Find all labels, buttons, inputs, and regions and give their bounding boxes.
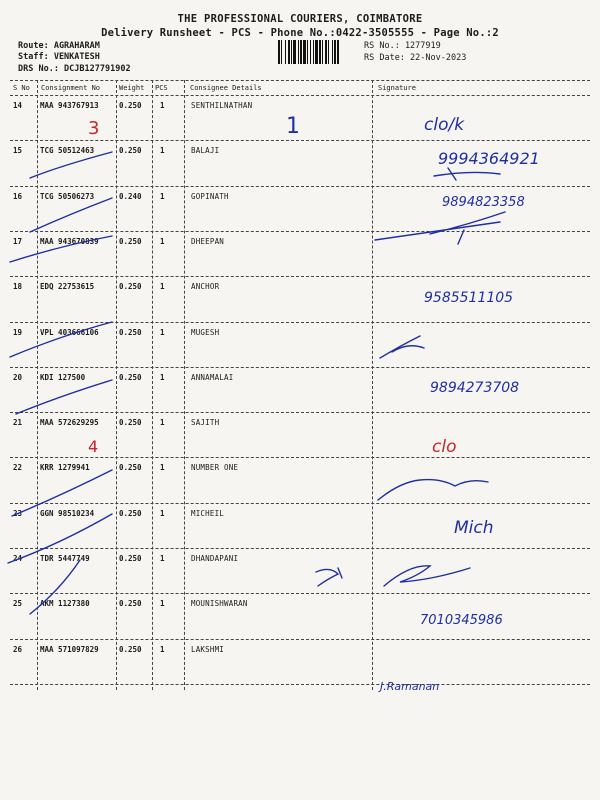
col-pcs: PCS bbox=[155, 84, 168, 92]
row-pcs: 1 bbox=[160, 146, 165, 156]
r18-phone: 9585511105 bbox=[424, 290, 514, 306]
row-consignee: ANNAMALAI bbox=[191, 372, 234, 382]
r14-signature: clo/k bbox=[424, 115, 465, 135]
col-sno: S No bbox=[13, 84, 30, 92]
row-consignment: GGN 98510234 bbox=[40, 508, 95, 518]
row-weight: 0.250 bbox=[119, 599, 142, 609]
signature-scribble bbox=[380, 336, 424, 358]
row-pcs: 1 bbox=[160, 236, 165, 246]
rs-number: RS No.: 1277919 bbox=[364, 41, 441, 51]
signature-scribble bbox=[434, 168, 500, 180]
row-consignment: TCG 50512463 bbox=[40, 146, 95, 156]
col-consignee: Consignee Details bbox=[190, 84, 262, 92]
checkmark bbox=[12, 470, 112, 516]
rs-date: RS Date: 22-Nov-2023 bbox=[364, 53, 467, 63]
runsheet-title: Delivery Runsheet - PCS - Phone No.:0422-3505555 - Page No.:2 bbox=[101, 27, 499, 39]
row-sno: 24 bbox=[13, 554, 23, 563]
row-pcs: 1 bbox=[160, 599, 165, 609]
r21-signature: clo bbox=[432, 437, 457, 457]
checkmark bbox=[30, 198, 112, 232]
row-weight: 0.250 bbox=[119, 372, 142, 382]
row-weight: 0.250 bbox=[119, 146, 142, 156]
row-consignee: SAJITH bbox=[191, 418, 220, 428]
row-weight: 0.250 bbox=[119, 644, 142, 654]
row-consignment: MAA 572629295 bbox=[40, 418, 99, 428]
r15-phone: 9994364921 bbox=[438, 149, 540, 168]
r16-phone: 9894823358 bbox=[442, 195, 525, 210]
row-sno: 26 bbox=[13, 644, 23, 654]
row-sno: 23 bbox=[13, 508, 23, 518]
checkmark bbox=[10, 236, 112, 262]
signature-scribble bbox=[316, 568, 342, 586]
row-consignee: LAKSHMI bbox=[191, 644, 225, 654]
row-consignee: GOPINATH bbox=[191, 191, 229, 201]
route-label: Route: AGRAHARAM bbox=[18, 41, 100, 51]
row-pcs: 1 bbox=[160, 191, 165, 201]
row-sno: 22 bbox=[13, 463, 23, 473]
checkmark bbox=[10, 322, 112, 357]
row-consignment: KDI 127500 bbox=[40, 372, 86, 382]
row-pcs: 1 bbox=[160, 372, 165, 382]
col-signature: Signature bbox=[378, 84, 416, 92]
row-sno: 21 bbox=[13, 418, 23, 428]
row-weight: 0.250 bbox=[119, 327, 142, 337]
company-title: THE PROFESSIONAL COURIERS, COIMBATORE bbox=[177, 13, 423, 25]
row-weight: 0.250 bbox=[119, 418, 142, 428]
row-consignment: MAA 943670839 bbox=[40, 236, 99, 246]
row-pcs: 1 bbox=[160, 463, 165, 473]
row-weight: 0.250 bbox=[119, 508, 142, 518]
row-consignment: MAA 943767913 bbox=[40, 101, 99, 110]
row-weight: 0.250 bbox=[119, 236, 142, 246]
row-sno: 16 bbox=[13, 191, 23, 201]
row-sno: 15 bbox=[13, 146, 23, 156]
row-consignment: KRR 1279941 bbox=[40, 463, 90, 473]
row-consignee: DHEEPAN bbox=[191, 236, 225, 246]
row-consignment: MAA 571097829 bbox=[40, 644, 99, 654]
row-consignee: ANCHOR bbox=[191, 282, 220, 292]
row-sno: 19 bbox=[13, 327, 23, 337]
row-weight: 0.250 bbox=[119, 554, 142, 563]
r20-phone: 9894273708 bbox=[430, 380, 520, 396]
signature-scribble bbox=[384, 566, 470, 586]
row-sno: 18 bbox=[13, 282, 23, 292]
row-consignee: NUMBER ONE bbox=[191, 463, 239, 473]
row-sno: 25 bbox=[13, 599, 23, 609]
checkmark bbox=[30, 152, 112, 178]
r21-red-mark: 4 bbox=[88, 437, 99, 456]
row-pcs: 1 bbox=[160, 554, 165, 563]
row-pcs: 1 bbox=[160, 418, 165, 428]
r23-signature: Mich bbox=[454, 518, 494, 538]
r14-red-mark: 3 bbox=[88, 118, 100, 139]
row-sno: 14 bbox=[13, 101, 23, 110]
row-consignee: BALAJI bbox=[191, 146, 220, 156]
drs-number: DRS No.: DCJB127791902 bbox=[18, 64, 131, 74]
r26-signature: J.Ramanan bbox=[380, 680, 440, 693]
row-pcs: 1 bbox=[160, 282, 165, 292]
row-sno: 20 bbox=[13, 372, 23, 382]
checkmark bbox=[30, 560, 80, 614]
row-pcs: 1 bbox=[160, 101, 165, 110]
row-pcs: 1 bbox=[160, 327, 165, 337]
row-consignee: MUGESH bbox=[191, 327, 220, 337]
row-weight: 0.240 bbox=[119, 191, 142, 201]
checkmark bbox=[8, 514, 112, 563]
row-consignment: VPL 403666106 bbox=[40, 327, 99, 337]
row-consignment: TCG 50506273 bbox=[40, 191, 95, 201]
row-consignee: MOUNISHWARAN bbox=[191, 599, 248, 609]
row-sno: 17 bbox=[13, 236, 23, 246]
row-consignee: MICHEIL bbox=[191, 508, 225, 518]
checkmark bbox=[16, 380, 112, 414]
row-weight: 0.250 bbox=[119, 101, 142, 110]
col-weight: Weight bbox=[119, 84, 145, 92]
staff-label: Staff: VENKATESH bbox=[18, 52, 100, 62]
row-consignment: EDQ 22753615 bbox=[40, 282, 95, 292]
signature-scribble bbox=[375, 212, 505, 244]
col-consignment: Consignment No bbox=[41, 84, 101, 92]
row-consignee: SENTHILNATHAN bbox=[191, 101, 253, 110]
r14-number: 1 bbox=[286, 114, 300, 139]
row-pcs: 1 bbox=[160, 508, 165, 518]
row-consignee: DHANDAPANI bbox=[191, 554, 239, 563]
signature-scribble bbox=[378, 480, 488, 500]
row-weight: 0.250 bbox=[119, 463, 142, 473]
row-pcs: 1 bbox=[160, 644, 165, 654]
row-consignment: TDR 5447749 bbox=[40, 554, 90, 563]
row-consignment: AKM 1127380 bbox=[40, 599, 90, 609]
row-weight: 0.250 bbox=[119, 282, 142, 292]
r25-phone: 7010345986 bbox=[420, 613, 503, 628]
